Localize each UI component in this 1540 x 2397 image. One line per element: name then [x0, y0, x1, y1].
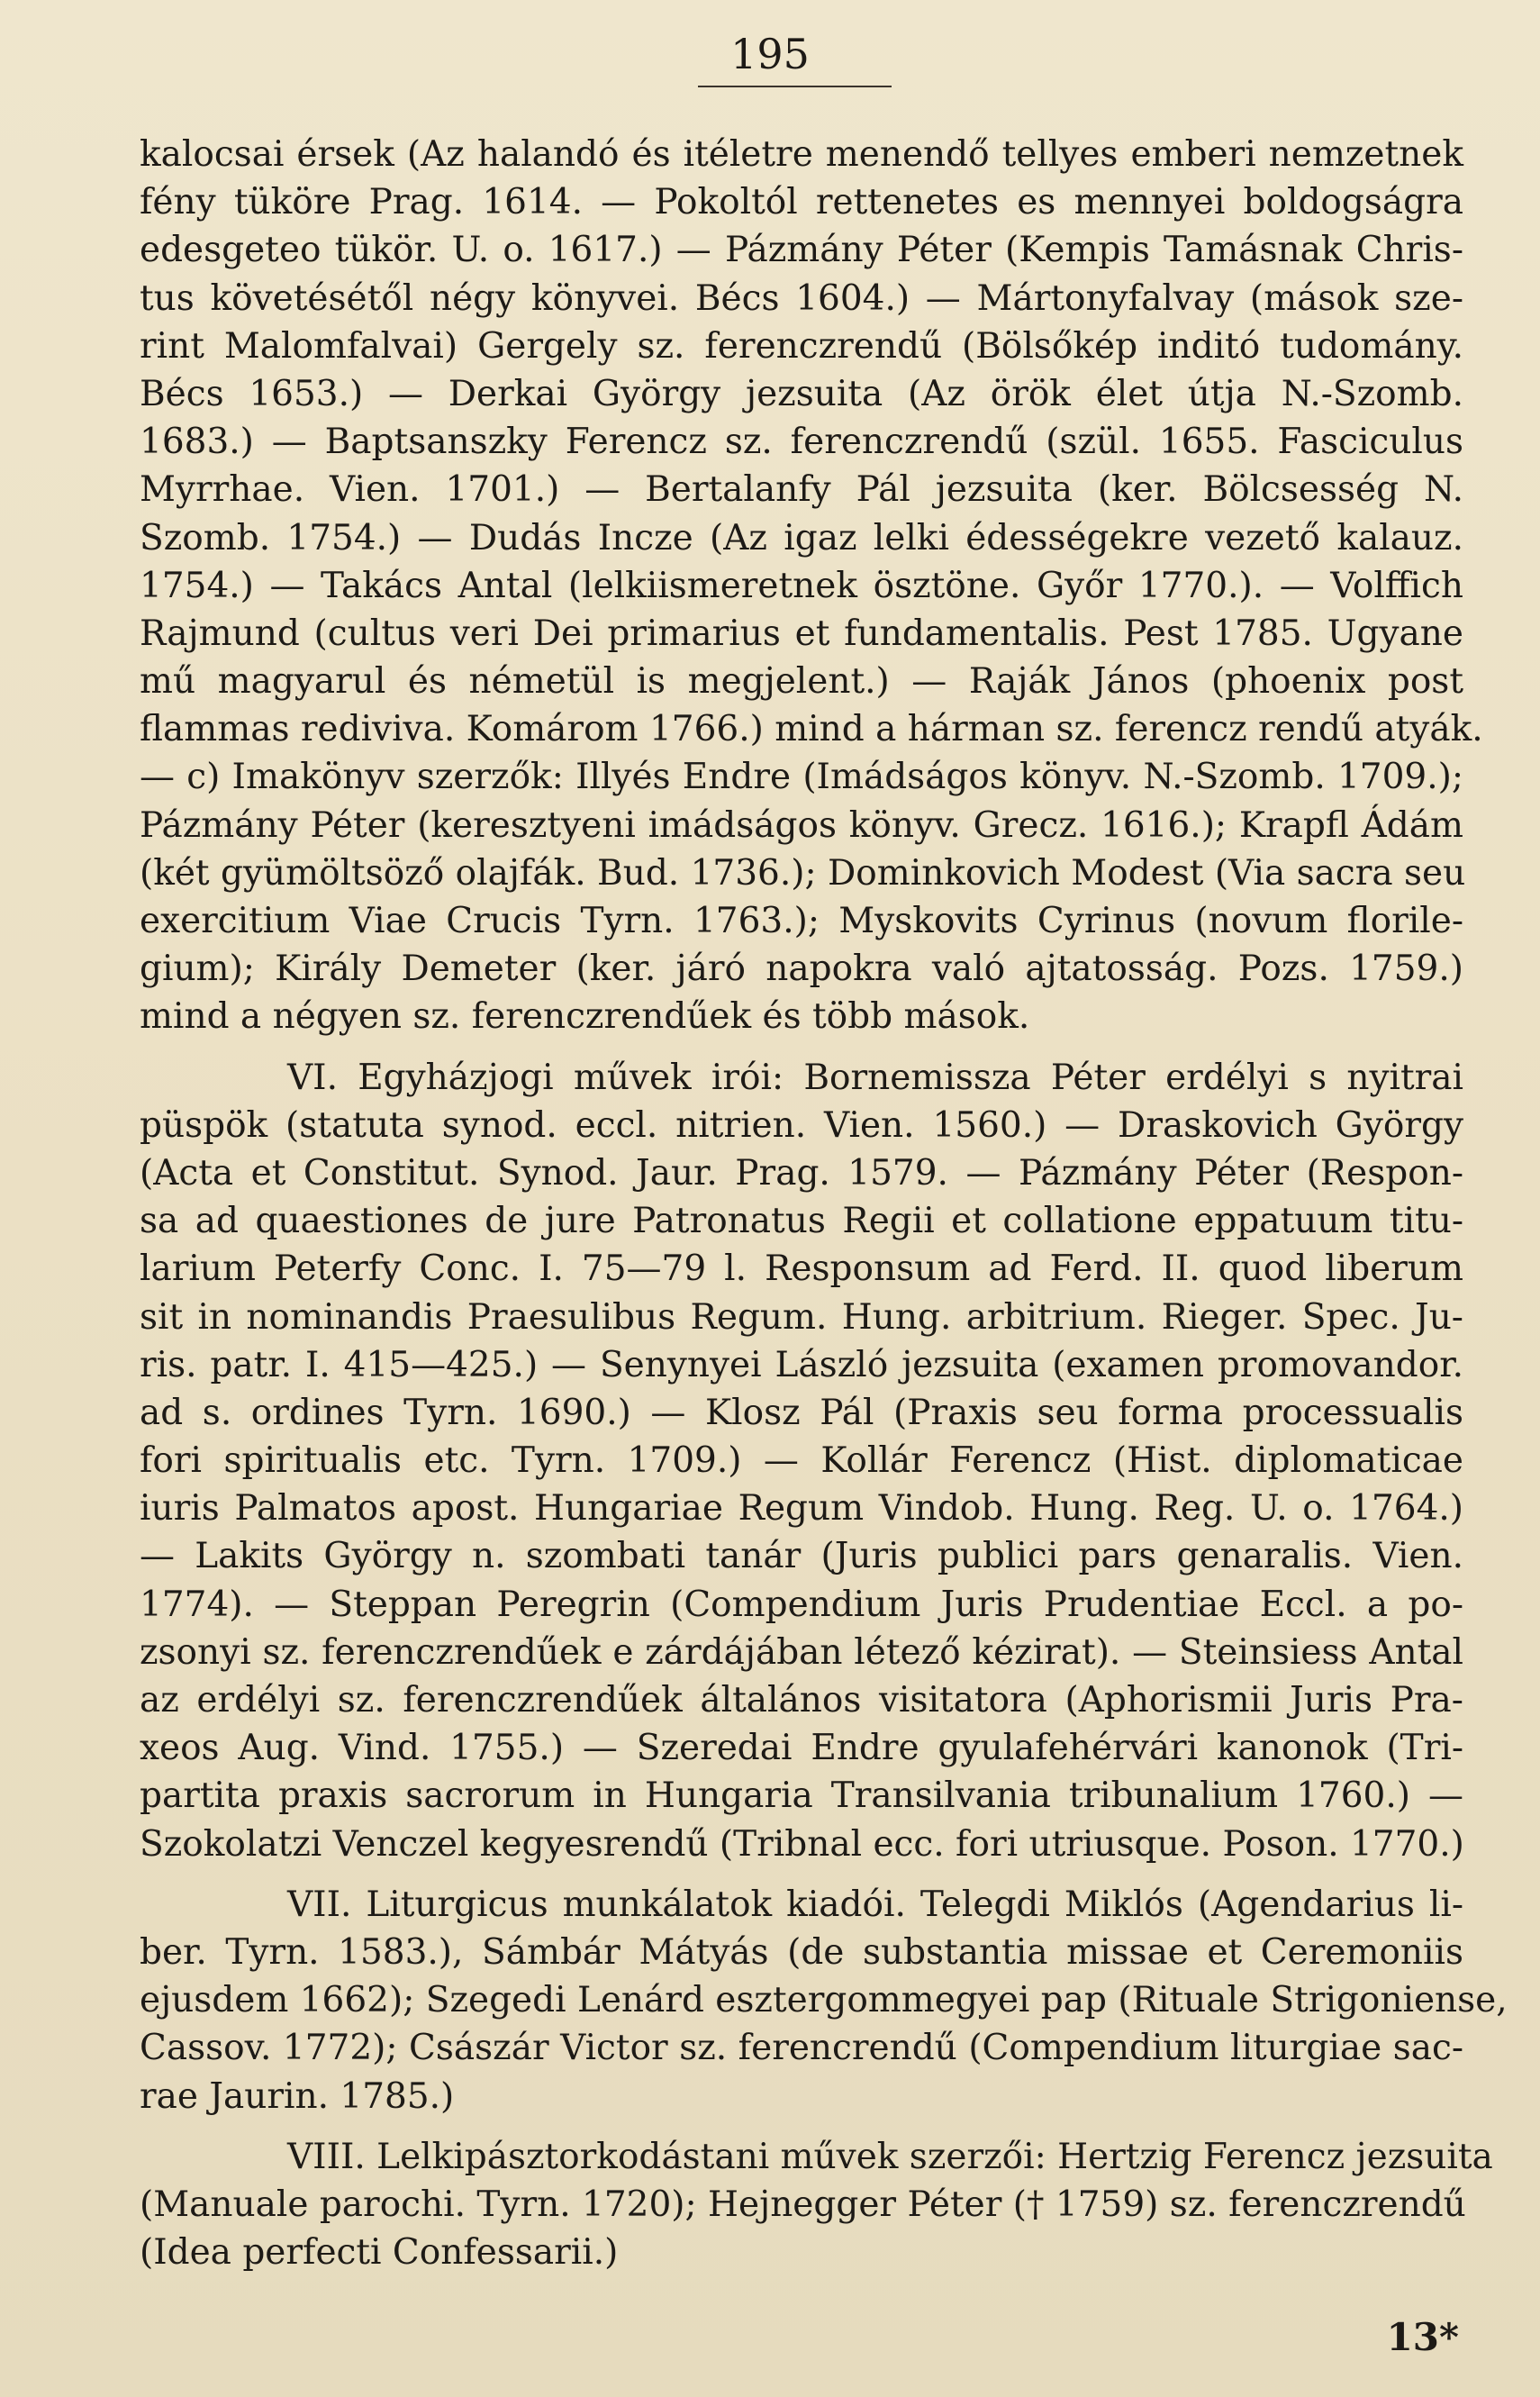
- section-heading-line: VI. Egyházjogi művek irói: Bornemissza Péter erdélyi s nyitrai: [287, 1057, 1463, 1098]
- text-line: — c) Imakönyv szerzők: Illyés Endre (Imádságos könyv. N.-Szomb. 1709.);: [140, 757, 1463, 798]
- text-line: xeos Aug. Vind. 1755.) — Szeredai Endre gyulafehérvári kanonok (Tri-: [140, 1728, 1463, 1769]
- text-line: Szomb. 1754.) — Dudás Incze (Az igaz lelki édességekre vezető kalauz.: [140, 517, 1463, 558]
- section-heading-line: VIII. Lelkipásztorkodástani művek szerzői: Hertzig Ferencz jezsuita: [287, 2136, 1493, 2177]
- text-line: Myrrhae. Vien. 1701.) — Bertalanfy Pál jezsuita (ker. Bölcsesség N.: [140, 469, 1463, 511]
- text-line: Bécs 1653.) — Derkai György jezsuita (Az örök élet útja N.-Szomb.: [140, 373, 1463, 414]
- signature-mark: 13*: [1386, 2315, 1459, 2359]
- text-line: flammas rediviva. Komárom 1766.) mind a hárman sz. ferencz rendű atyák.: [140, 709, 1483, 750]
- text-line: gium); Király Demeter (ker. járó napokra való ajtatosság. Pozs. 1759.): [140, 949, 1463, 990]
- text-line: (Manuale parochi. Tyrn. 1720); Hejnegger Péter († 1759) sz. ferenczrendű: [140, 2184, 1466, 2225]
- text-line: fori spiritualis etc. Tyrn. 1709.) — Kollár Ferencz (Hist. diplomaticae: [140, 1440, 1463, 1482]
- text-line: ris. patr. I. 415—425.) — Senynyei László jezsuita (examen promovandor.: [140, 1344, 1463, 1385]
- text-line: rint Malomfalvai) Gergely sz. ferenczrendű (Bölsőkép inditó tudomány.: [140, 325, 1463, 367]
- text-line: edesgeteo tükör. U. o. 1617.) — Pázmány Péter (Kempis Tamásnak Chris-: [140, 230, 1463, 271]
- section-heading-line: VII. Liturgicus munkálatok kiadói. Telegdi Miklós (Agendarius li-: [287, 1884, 1463, 1925]
- text-line: sit in nominandis Praesulibus Regum. Hung. arbitrium. Rieger. Spec. Ju-: [140, 1296, 1463, 1338]
- text-line: az erdélyi sz. ferenczrendűek általános visitatora (Aphorismii Juris Pra-: [140, 1680, 1463, 1721]
- text-line: larium Peterfy Conc. I. 75—79 l. Responsum ad Ferd. II. quod liberum: [140, 1248, 1463, 1290]
- page-number: 195: [730, 30, 810, 78]
- text-line: exercitium Viae Crucis Tyrn. 1763.); Myskovits Cyrinus (novum florile-: [140, 901, 1463, 941]
- text-line: (két gyümöltsöző olajfák. Bud. 1736.); Dominkovich Modest (Via sacra seu: [140, 852, 1466, 894]
- text-line: Cassov. 1772); Császár Victor sz. ferencrendű (Compendium liturgiae sac-: [140, 2028, 1463, 2069]
- text-line: ber. Tyrn. 1583.), Sámbár Mátyás (de substantia missae et Ceremoniis: [140, 1931, 1463, 1973]
- text-line: mind a négyen sz. ferenczrendűek és több mások.: [140, 996, 1030, 1038]
- text-line: Pázmány Péter (keresztyeni imádságos könyv. Grecz. 1616.); Krapfl Ádám: [140, 804, 1463, 846]
- text-line: (Idea perfecti Confessarii.): [140, 2232, 619, 2274]
- text-line: rae Jaurin. 1785.): [140, 2075, 455, 2117]
- text-line: fény tüköre Prag. 1614. — Pokoltól rettenetes es mennyei boldogságra: [140, 182, 1463, 223]
- paragraph-gap: [140, 2120, 1463, 2133]
- text-line: (Acta et Constitut. Synod. Jaur. Prag. 1579. — Pázmány Péter (Respon-: [140, 1152, 1463, 1194]
- body-text: [140, 131, 1508, 2276]
- text-line: püspök (statuta synod. eccl. nitrien. Vien. 1560.) — Draskovich György: [140, 1104, 1463, 1146]
- text-line: ejusdem 1662); Szegedi Lenárd esztergommegyei pap (Rituale Strigoniense,: [140, 1980, 1508, 2021]
- text-line: 1774). — Steppan Peregrin (Compendium Juris Prudentiae Eccl. a po-: [140, 1584, 1463, 1625]
- header-rule: [698, 86, 892, 87]
- text-line: — Lakits György n. szombati tanár (Juris publici pars genaralis. Vien.: [140, 1536, 1463, 1577]
- text-line: kalocsai érsek (Az halandó és itéletre menendő tellyes emberi nemzetnek: [140, 134, 1463, 175]
- paragraph-gap: [140, 1868, 1463, 1881]
- text-line: sa ad quaestiones de jure Patronatus Regii et collatione eppatuum titu-: [140, 1201, 1463, 1242]
- text-line: iuris Palmatos apost. Hungariae Regum Vindob. Hung. Reg. U. o. 1764.): [140, 1488, 1463, 1530]
- text-line: Rajmund (cultus veri Dei primarius et fundamentalis. Pest 1785. Ugyane: [140, 613, 1463, 654]
- text-line: mű magyarul és németül is megjelent.) — Raják János (phoenix post: [140, 661, 1463, 703]
- text-line: 1683.) — Baptsanszky Ferencz sz. ferenczrendű (szül. 1655. Fasciculus: [140, 422, 1463, 463]
- text-line: tus követésétől négy könyvei. Bécs 1604.) — Mártonyfalvay (mások sze-: [140, 277, 1463, 319]
- text-line: 1754.) — Takács Antal (lelkiismeretnek ösztöne. Győr 1770.). — Volffich: [140, 565, 1463, 606]
- text-line: partita praxis sacrorum in Hungaria Transilvania tribunalium 1760.) —: [140, 1775, 1463, 1817]
- text-line: ad s. ordines Tyrn. 1690.) — Klosz Pál (Praxis seu forma processualis: [140, 1392, 1463, 1433]
- text-line: zsonyi sz. ferenczrendűek e zárdájában létező kézirat). — Steinsiess Antal: [140, 1631, 1463, 1673]
- text-line: Szokolatzi Venczel kegyesrendű (Tribnal ecc. fori utriusque. Poson. 1770.): [140, 1823, 1464, 1865]
- paragraph-gap: [140, 1041, 1463, 1054]
